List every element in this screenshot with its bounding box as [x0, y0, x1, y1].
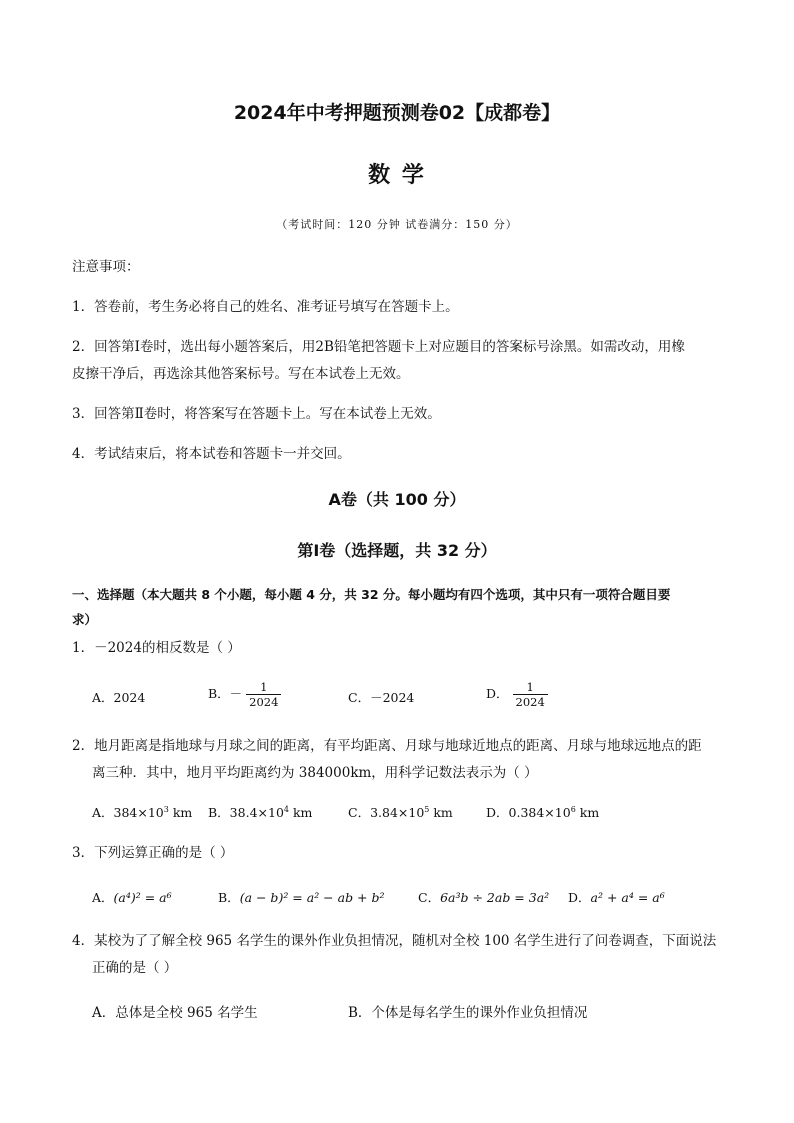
q1-b-numerator: 1: [260, 680, 268, 694]
q1-option-b-prefix: B．－: [208, 686, 243, 701]
q3-a-expr: (a⁴)² = a⁶: [113, 890, 172, 905]
q3-d-label: D．: [568, 890, 591, 905]
q3-option-c: [418, 888, 549, 906]
exam-info: （考试时间：120 分钟 试卷满分：150 分）: [276, 218, 518, 231]
q1-option-d-prefix: D．: [486, 686, 509, 701]
q4-option-b: B．个体是每名学生的课外作业负担情况: [348, 1005, 588, 1021]
q1-option-c: C．－2024: [348, 690, 415, 705]
q1-option-d: [486, 680, 548, 709]
q2-c-unit: km: [429, 805, 453, 820]
exam-title: 2024年中考押题预测卷02【成都卷】: [233, 102, 561, 124]
q2-c-text: C．3.84×10: [348, 805, 425, 820]
q3-c-expr: 6a³b ÷ 2ab = 3a²: [440, 890, 550, 905]
q2-a-exp: 3: [163, 804, 169, 814]
section-instruction-cont: 求）: [72, 612, 98, 627]
q1-d-denominator: 2024: [513, 694, 548, 709]
q4-option-a: A．总体是全校 965 名学生: [92, 1005, 258, 1021]
subject-title: 数 学: [368, 163, 426, 188]
q3-option-a: [92, 888, 172, 906]
q2-b-unit: km: [289, 805, 313, 820]
q2-d-text: D．0.384×10: [486, 805, 571, 820]
q2-d-exp: 6: [570, 804, 576, 814]
q3-option-d: [568, 888, 665, 906]
section-a-title: A卷（共 100 分）: [328, 490, 466, 509]
q3-option-b: [218, 888, 385, 906]
q1-option-a: A．2024: [92, 690, 146, 705]
q2-b-text: B．38.4×10: [208, 805, 284, 820]
q3-d-expr: a² + a⁴ = a⁶: [590, 890, 665, 905]
q2-b-exp: 4: [283, 804, 289, 814]
question-3-stem: 3．下列运算正确的是（ ）: [72, 845, 234, 861]
notes-heading: 注意事项：: [72, 259, 140, 275]
q3-b-label: B．: [218, 890, 240, 905]
q1-option-b: [208, 680, 281, 709]
note-item-2: 2．回答第Ⅰ卷时，选出每小题答案后，用2B铅笔把答题卡上对应题目的答案标号涂黑。如需改动，用橡: [72, 339, 685, 355]
section-instruction: 一、选择题（本大题共 8 个小题，每小题 4 分，共 32 分。每小题均有四个选项，其中只有一项符合题目要: [72, 587, 671, 602]
note-item-3: 3．回答第Ⅱ卷时，将答案写在答题卡上。写在本试卷上无效。: [72, 406, 441, 422]
question-2-stem-cont: 离三种．其中，地月平均距离约为 384000km，用科学记数法表示为（ ）: [92, 765, 538, 781]
q2-d-unit: km: [575, 805, 600, 820]
q1-b-denominator: 2024: [246, 694, 281, 709]
q1-option-b-fraction: [246, 680, 281, 709]
q3-b-expr: (a − b)² = a² − ab + b²: [239, 890, 385, 905]
q3-a-label: A．: [92, 890, 114, 905]
q2-a-unit: km: [168, 805, 193, 820]
part1-title: 第Ⅰ卷（选择题，共 32 分）: [297, 541, 497, 560]
q2-a-text: A．384×10: [92, 805, 164, 820]
q1-d-numerator: 1: [526, 680, 534, 694]
question-2-stem: 2．地月距离是指地球与月球之间的距离，有平均距离、月球与地球近地点的距离、月球与地球远地点的距: [72, 738, 702, 754]
q2-option-c: [348, 803, 453, 821]
question-4-stem-cont: 正确的是（ ）: [92, 960, 178, 976]
q2-option-d: [486, 803, 599, 821]
note-item-2-cont: 皮擦干净后，再选涂其他答案标号。写在本试卷上无效。: [72, 366, 410, 382]
note-item-1: 1．答卷前，考生务必将自己的姓名、准考证号填写在答题卡上。: [72, 299, 459, 315]
q1-option-d-fraction: [513, 680, 548, 709]
q2-option-b: [208, 803, 312, 821]
q2-c-exp: 5: [424, 804, 430, 814]
note-item-4: 4．考试结束后，将本试卷和答题卡一并交回。: [72, 446, 351, 462]
question-1-stem: 1．－2024的相反数是（ ）: [72, 640, 241, 656]
q2-option-a: [92, 803, 192, 821]
question-4-stem: 4．某校为了了解全校 965 名学生的课外作业负担情况，随机对全校 100 名学生进行了问卷调查，下面说法: [72, 933, 717, 949]
q3-c-label: C．: [418, 890, 441, 905]
